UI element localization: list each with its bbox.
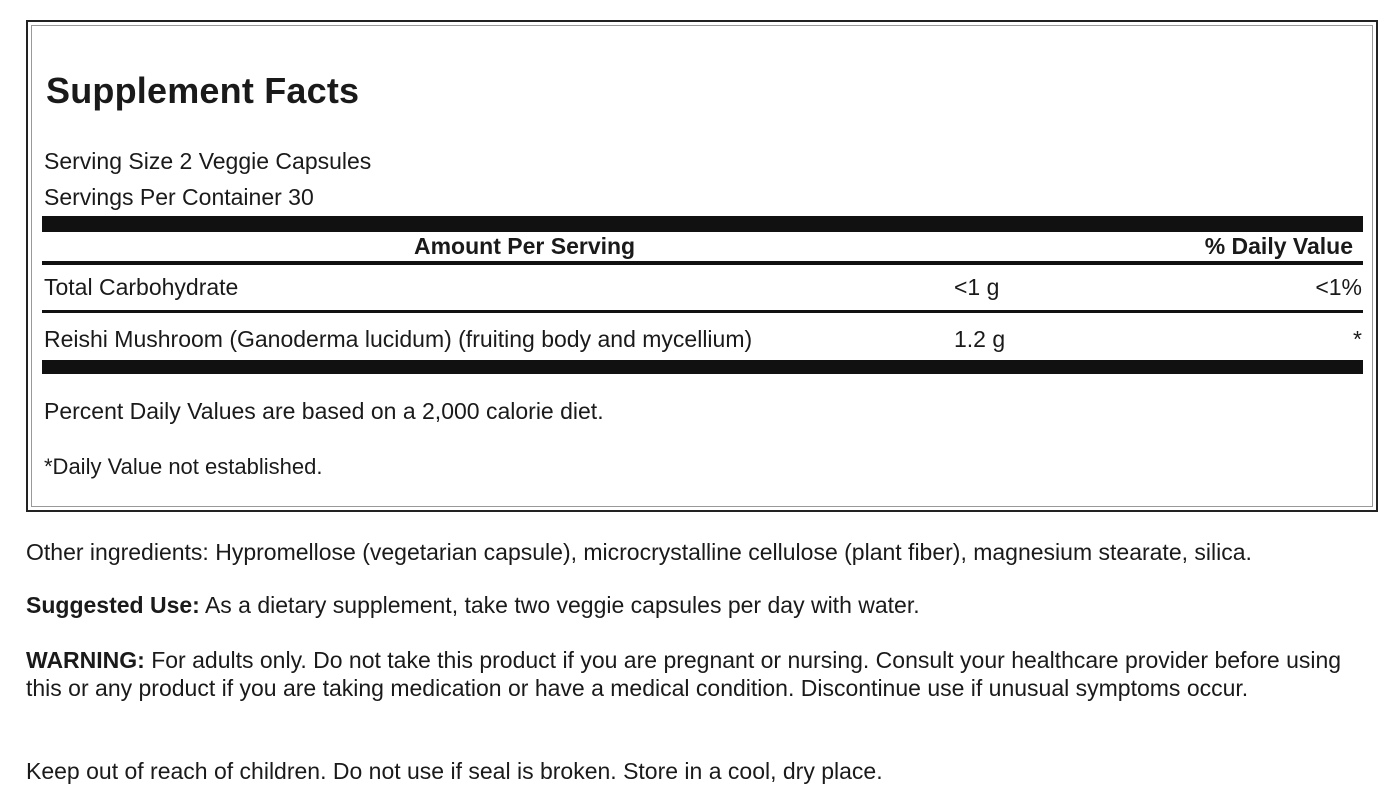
suggested-use <box>26 591 1366 619</box>
other-ingredients: Other ingredients: Hypromellose (vegetarian capsule), microcrystalline cellulose (plant fiber), magnesium stearate, silica. <box>26 539 1252 565</box>
daily-value-header: % Daily Value <box>1204 233 1353 259</box>
suggested-use-label: Suggested Use: <box>26 592 200 618</box>
storage-instructions: Keep out of reach of children. Do not use if seal is broken. Store in a cool, dry place. <box>26 758 883 784</box>
header-divider-thin <box>42 261 1363 265</box>
daily-value-footnote: *Daily Value not established. <box>44 454 323 479</box>
warning-label: WARNING: <box>26 647 145 673</box>
serving-size: Serving Size 2 Veggie Capsules <box>44 148 372 174</box>
supplement-facts-title: Supplement Facts <box>46 70 360 111</box>
nutrient-name: Total Carbohydrate <box>44 274 239 300</box>
nutrient-name: Reishi Mushroom (Ganoderma lucidum) (fruiting body and mycellium) <box>44 326 753 352</box>
nutrient-daily-value: * <box>1353 326 1362 352</box>
row-divider <box>42 310 1363 313</box>
footer-divider-thick <box>42 360 1363 374</box>
header-divider-thick <box>42 216 1363 232</box>
nutrient-amount: <1 g <box>954 274 1000 300</box>
warning <box>26 646 1366 702</box>
calorie-footnote: Percent Daily Values are based on a 2,000 calorie diet. <box>44 398 604 424</box>
servings-per-container: Servings Per Container 30 <box>44 184 314 210</box>
amount-per-serving-header: Amount Per Serving <box>414 233 636 259</box>
suggested-use-text: As a dietary supplement, take two veggie capsules per day with water. <box>199 592 920 618</box>
nutrient-amount: 1.2 g <box>954 326 1006 352</box>
nutrient-daily-value: <1% <box>1315 274 1362 300</box>
warning-text: For adults only. Do not take this product if you are pregnant or nursing. Consult your healthcare provider before using this or any product if you are taking medication or have a medical condition. Discontinue use if unusual symptoms occur. <box>26 647 1342 701</box>
